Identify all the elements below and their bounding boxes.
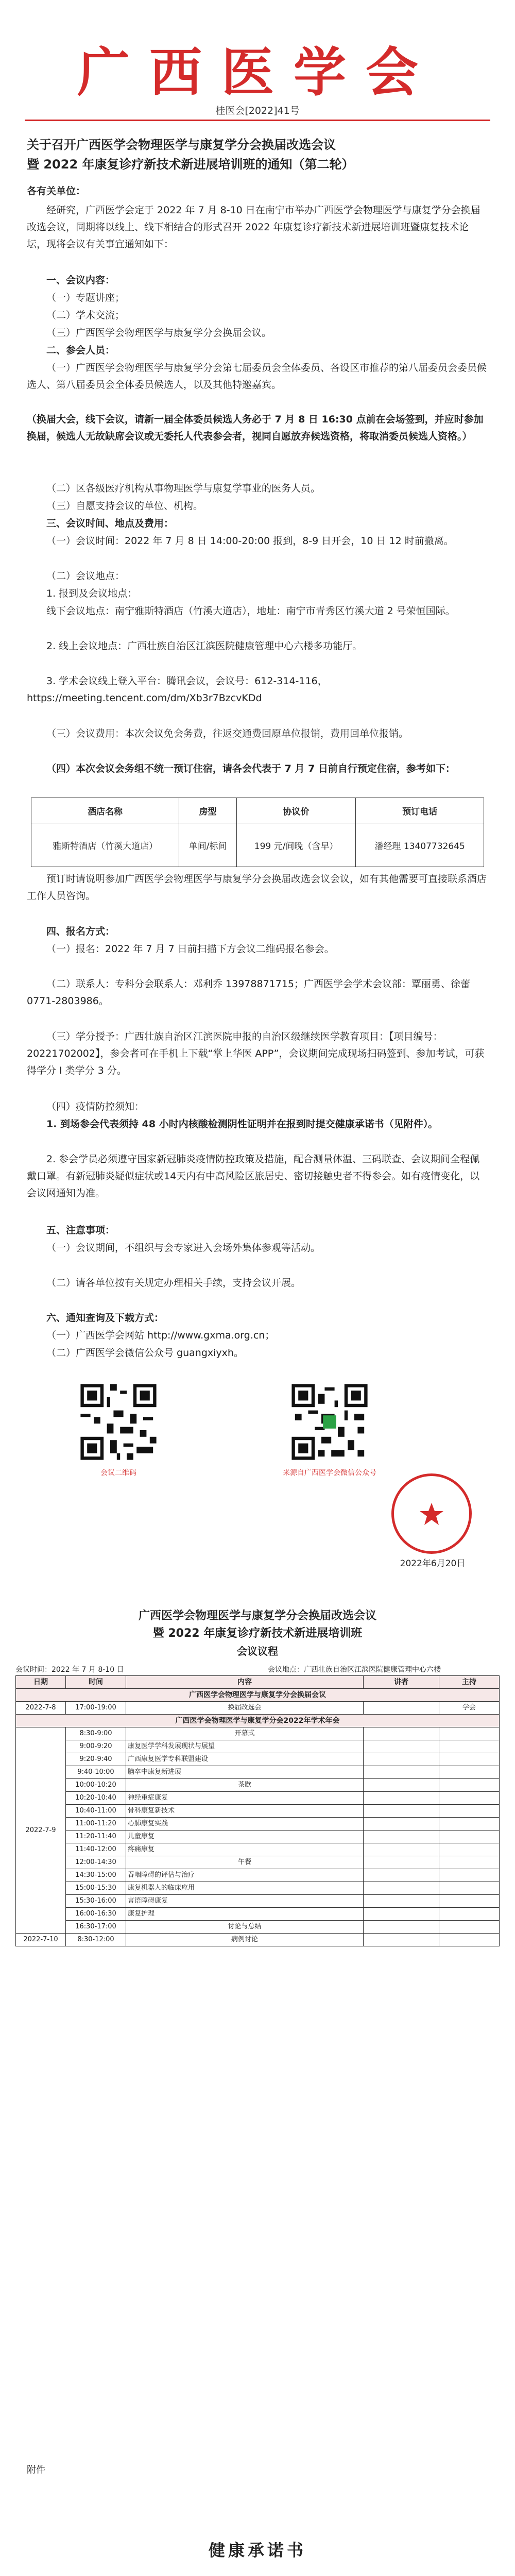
- agenda-content: 茶歇: [126, 1779, 364, 1792]
- agenda-host: [439, 1753, 500, 1766]
- agenda-section-row: [16, 1689, 500, 1702]
- agenda-speaker: [364, 1740, 439, 1753]
- agenda-content: 广西康复医学专科联盟建设: [126, 1753, 364, 1766]
- seal-date: 2022年6月20日: [400, 1558, 466, 1569]
- agenda-host: [439, 1818, 500, 1831]
- agenda-row: [16, 1895, 500, 1908]
- agenda-host: [439, 1831, 500, 1843]
- meeting-place-heading: （二）会议地点：: [46, 570, 125, 582]
- agenda-time: 11:00-11:20: [66, 1818, 126, 1831]
- wechat-account: （二）广西医学会微信公众号 guangxiyxh。: [46, 1347, 244, 1359]
- agenda-content: 疼痛康复: [126, 1843, 364, 1856]
- agenda-host: [439, 1934, 500, 1946]
- contact-paragraph: （二）联系人：专科分会联系人：邓利乔 13978871715；广西医学会学术会议部：覃丽勇、徐蕾 0771-2803986。: [27, 978, 471, 1007]
- agenda-speaker: [364, 1753, 439, 1766]
- agenda-host: [439, 1766, 500, 1779]
- agenda-date: 2022-7-9: [16, 1727, 66, 1934]
- agenda-place-line: 会议地点：广西壮族自治区江滨医院健康管理中心六楼: [268, 1666, 441, 1674]
- agenda-row: [16, 1727, 500, 1740]
- hotel-header-cell: 房型: [179, 798, 237, 823]
- agenda-header-cell: 时间: [66, 1676, 126, 1689]
- notice-title-line-1: 关于召开广西医学会物理医学与康复学分会换届改选会议: [27, 138, 336, 152]
- agenda-content: 康复护理: [126, 1908, 364, 1921]
- agenda-row: [16, 1831, 500, 1843]
- section-6-heading: 六、通知查询及下载方式：: [46, 1312, 164, 1324]
- agenda-host: [439, 1882, 500, 1895]
- hotel-booking-note: 预订时请说明参加广西医学会物理医学与康复学分会换届改选会议会议，如有其他需要可直接联系酒店工作人员咨询。: [27, 873, 487, 902]
- agenda-content: 心肺康复实践: [126, 1818, 364, 1831]
- agenda-content: 病例讨论: [126, 1934, 364, 1946]
- agenda-host: [439, 1805, 500, 1818]
- agenda-title-line-2: 暨 2022 年康复诊疗新技术新进展培训班: [152, 1627, 363, 1640]
- meeting-place-1a: 线下会议地点：南宁雅斯特酒店（竹溪大道店），地址：南宁市青秀区竹溪大道 2 号荣恒国际。: [46, 605, 455, 617]
- registration-paragraph: （一）报名：2022 年 7 月 7 日前扫描下方会议二维码报名参会。: [46, 943, 334, 955]
- agenda-time: 11:20-11:40: [66, 1831, 126, 1843]
- agenda-time: 14:30-15:00: [66, 1869, 126, 1882]
- section-2-paragraph-3: （三）自愿支持会议的单位、机构。: [46, 500, 203, 512]
- meeting-fee: （三）会议费用：本次会议免会务费，往返交通费回原单位报销，费用回单位报销。: [46, 728, 409, 739]
- meeting-place-2: 2. 线上会议地点：广西壮族自治区江滨医院健康管理中心六楼多功能厅。: [46, 640, 363, 652]
- agenda-content: 开幕式: [126, 1727, 364, 1740]
- agenda-time: 16:00-16:30: [66, 1908, 126, 1921]
- agenda-time: 12:00-14:30: [66, 1856, 126, 1869]
- agenda-header-cell: 日期: [16, 1676, 66, 1689]
- section-2-bold-note: （换届大会，线下会议，请新一届全体委员候选人务必于 7 月 8 日 16:30 点前在会场签到，并应时参加换届，候选人无故缺席会议或无委托人代表参会者，视同自愿放弃候选资格，将取消委员候选人资格。）: [27, 414, 484, 442]
- agenda-time: 9:40-10:00: [66, 1766, 126, 1779]
- wechat-qr-code[interactable]: [288, 1381, 371, 1463]
- agenda-row: [16, 1766, 500, 1779]
- agenda-row: [16, 1908, 500, 1921]
- agenda-row: [16, 1934, 500, 1946]
- agenda-header-cell: 主持: [439, 1676, 500, 1689]
- agenda-host: [439, 1895, 500, 1908]
- agenda-speaker: [364, 1702, 439, 1715]
- agenda-host: [439, 1727, 500, 1740]
- agenda-title-line-1: 广西医学会物理医学与康复学分会换届改选会议: [138, 1609, 376, 1622]
- section-4-heading: 四、报名方式：: [46, 926, 115, 937]
- notice-title: [27, 135, 490, 174]
- agenda-host: [439, 1843, 500, 1856]
- agenda-row: [16, 1792, 500, 1805]
- agenda-content: 神经重症康复: [126, 1792, 364, 1805]
- agenda-time: 16:30-17:00: [66, 1921, 126, 1934]
- agenda-content: 脑卒中康复新进展: [126, 1766, 364, 1779]
- epidemic-rule-2: 2. 参会学员必须遵守国家新冠肺炎疫情防控政策及措施，配合测量体温、三码联查、会议期间全程佩戴口罩。有新冠肺炎疑似症状或14天内有中高风险区旅居史、密切接触史者不得参会。如有疫情变化，以会议网通知为准。: [27, 1154, 480, 1199]
- agenda-speaker: [364, 1843, 439, 1856]
- agenda-header-cell: 内容: [126, 1676, 364, 1689]
- agenda-speaker: [364, 1908, 439, 1921]
- agenda-title: [0, 1607, 515, 1660]
- agenda-time: 9:00-9:20: [66, 1740, 126, 1753]
- agenda-speaker: [364, 1895, 439, 1908]
- qr-left-caption: 会议二维码: [100, 1469, 136, 1477]
- agenda-host: 学会: [439, 1702, 500, 1715]
- agenda-host: [439, 1779, 500, 1792]
- section-1-item: （一）专题讲座；: [46, 292, 125, 303]
- hotel-header-cell: 预订电话: [356, 798, 484, 823]
- agenda-table: [15, 1675, 500, 1946]
- agenda-time: 15:30-16:00: [66, 1895, 126, 1908]
- agenda-row: [16, 1818, 500, 1831]
- attachment-label: 附件: [27, 2465, 45, 2476]
- agenda-content: 康复医学学科发展现状与展望: [126, 1740, 364, 1753]
- agenda-content: 换届改选会: [126, 1702, 364, 1715]
- agenda-row: [16, 1843, 500, 1856]
- qr-right-caption: 来源自广西医学会微信公众号: [283, 1469, 376, 1477]
- intro-paragraph: 经研究，广西医学会定于 2022 年 7 月 8-10 日在南宁市举办广西医学会物理医学与康复学分会换届改选会议，同期将以线上、线下相结合的形式召开 2022 年康复诊疗新技术新进展培训班暨康复技术论坛，现将会议有关事宜通知如下：: [27, 205, 480, 250]
- hotel-cell: 雅斯特酒店（竹溪大道店）: [31, 823, 179, 867]
- agenda-date: 2022-7-10: [16, 1934, 66, 1946]
- agenda-row: [16, 1753, 500, 1766]
- letterhead-title: 广西医学会: [77, 42, 438, 104]
- agenda-row: [16, 1702, 500, 1715]
- notice-title-line-2: 暨 2022 年康复诊疗新技术新进展培训班的通知（第二轮）: [27, 157, 354, 172]
- agenda-time: 9:20-9:40: [66, 1753, 126, 1766]
- agenda-section-row: [16, 1715, 500, 1727]
- agenda-host: [439, 1869, 500, 1882]
- section-5-heading: 五、注意事项：: [46, 1225, 115, 1236]
- attention-1: （一）会议期间，不组织与会专家进入会场外集体参观等活动。: [46, 1242, 321, 1253]
- credit-paragraph: （三）学分授予：广西壮族自治区江滨医院申报的自治区级继续医学教育项目：【项目编号：20221702002】，参会者可在手机上下载“掌上华医 APP”，会议期间完成现场扫码签到、参加考试，可获得学分 I 类学分 3 分。: [27, 1031, 485, 1076]
- online-platform[interactable]: 3. 学术会议线上登入平台：腾讯会议，会议号：612-314-116，https://meeting.tencent.com/dm/Xb3r7BzcvKDd: [27, 675, 328, 704]
- section-3-heading: 三、会议时间、地点及费用：: [46, 518, 174, 529]
- agenda-speaker: [364, 1934, 439, 1946]
- section-2-heading: 二、参会人员：: [46, 345, 115, 356]
- agenda-row: [16, 1856, 500, 1869]
- agenda-speaker: [364, 1727, 439, 1740]
- agenda-time: 17:00-19:00: [66, 1702, 126, 1715]
- meeting-time: （一）会议时间：2022 年 7 月 8 日 14:00-20:00 报到，8-9 日开会，10 日 12 时前撤离。: [46, 535, 454, 547]
- section-2-paragraph-1: （一）广西医学会物理医学与康复学分会第七届委员会全体委员、各设区市推荐的第八届委员会委员候选人、第八届委员会全体委员候选人，以及其他特邀嘉宾。: [27, 362, 487, 391]
- hotel-header-cell: 酒店名称: [31, 798, 179, 823]
- agenda-host: [439, 1908, 500, 1921]
- agenda-speaker: [364, 1869, 439, 1882]
- website-link[interactable]: （一）广西医学会网站 http://www.gxma.org.cn；: [46, 1330, 275, 1341]
- agenda-time: 8:30-12:00: [66, 1934, 126, 1946]
- agenda-speaker: [364, 1882, 439, 1895]
- hotel-cell: 潘经理 13407732645: [356, 823, 484, 867]
- agenda-section-1: 广西医学会物理医学与康复学分会换届会议: [16, 1689, 500, 1702]
- salutation: 各有关单位：: [27, 185, 86, 197]
- agenda-time: 10:40-11:00: [66, 1805, 126, 1818]
- agenda-time: 10:20-10:40: [66, 1792, 126, 1805]
- agenda-content: 骨科康复新技术: [126, 1805, 364, 1818]
- agenda-row: [16, 1740, 500, 1753]
- agenda-host: [439, 1792, 500, 1805]
- section-1-heading: 一、会议内容：: [46, 275, 115, 286]
- hotel-header-cell: 协议价: [236, 798, 355, 823]
- agenda-content: 吞咽障碍的评估与治疗: [126, 1869, 364, 1882]
- hotel-table-row: [31, 823, 484, 867]
- official-seal: [391, 1473, 472, 1554]
- agenda-header-cell: 讲者: [364, 1676, 439, 1689]
- hotel-table-header-row: [31, 798, 484, 823]
- agenda-subtitle: 会议议程: [237, 1645, 278, 1657]
- agenda-speaker: [364, 1792, 439, 1805]
- agenda-row: [16, 1779, 500, 1792]
- agenda-content: 康复机器人的临床应用: [126, 1882, 364, 1895]
- agenda-speaker: [364, 1818, 439, 1831]
- agenda-speaker: [364, 1779, 439, 1792]
- meeting-place-1: 1. 报到及会议地点：: [46, 588, 138, 599]
- agenda-host: [439, 1856, 500, 1869]
- agenda-speaker: [364, 1766, 439, 1779]
- agenda-speaker: [364, 1805, 439, 1818]
- agenda-speaker: [364, 1921, 439, 1934]
- attention-2: （二）请各单位按有关规定办理相关手续，支持会议开展。: [46, 1277, 301, 1289]
- agenda-content: 言语障碍康复: [126, 1895, 364, 1908]
- agenda-row: [16, 1805, 500, 1818]
- agenda-content: 午餐: [126, 1856, 364, 1869]
- document-number: 桂医会[2022]41号: [215, 105, 300, 116]
- epidemic-heading: （四）疫情防控须知：: [46, 1101, 145, 1112]
- agenda-time: 10:00-10:20: [66, 1779, 126, 1792]
- agenda-time: 8:30-9:00: [66, 1727, 126, 1740]
- agenda-section-2: 广西医学会物理医学与康复学分会2022年学术年会: [16, 1715, 500, 1727]
- agenda-time-line: 会议时间：2022 年 7 月 8-10 日: [15, 1666, 124, 1674]
- agenda-host: [439, 1921, 500, 1934]
- agenda-row: [16, 1882, 500, 1895]
- agenda-content: 讨论与总结: [126, 1921, 364, 1934]
- epidemic-bold-rule: 1. 到场参会代表须持 48 小时内核酸检测阴性证明并在报到时提交健康承诺书（见附件）。: [46, 1118, 438, 1130]
- agenda-date: 2022-7-8: [16, 1702, 66, 1715]
- section-2-paragraph-2: （二）区各级医疗机构从事物理医学与康复学事业的医务人员。: [46, 483, 321, 494]
- hotel-cell: 单间/标间: [179, 823, 237, 867]
- agenda-speaker: [364, 1856, 439, 1869]
- letterhead-red-rule: [25, 120, 490, 121]
- hotel-cell: 199 元/间晚（含早）: [236, 823, 355, 867]
- hotel-table: [31, 798, 484, 867]
- agenda-row: [16, 1921, 500, 1934]
- agenda-time: 11:40-12:00: [66, 1843, 126, 1856]
- seal-star-icon: [394, 1476, 469, 1551]
- agenda-host: [439, 1740, 500, 1753]
- agenda-content: 儿童康复: [126, 1831, 364, 1843]
- hotel-note: （四）本次会议会务组不统一预订住宿，请各会代表于 7 月 7 日前自行预定住宿，参考如下：: [46, 763, 455, 774]
- section-1-item: （三）广西医学会物理医学与康复学分会换届会议。: [46, 327, 272, 338]
- agenda-row: [16, 1869, 500, 1882]
- section-1-item: （二）学术交流；: [46, 310, 125, 321]
- agenda-time: 15:00-15:30: [66, 1882, 126, 1895]
- registration-qr-code[interactable]: [77, 1381, 160, 1463]
- agenda-header-row: [16, 1676, 500, 1689]
- pledge-title: 健康承诺书: [208, 2540, 306, 2560]
- agenda-speaker: [364, 1831, 439, 1843]
